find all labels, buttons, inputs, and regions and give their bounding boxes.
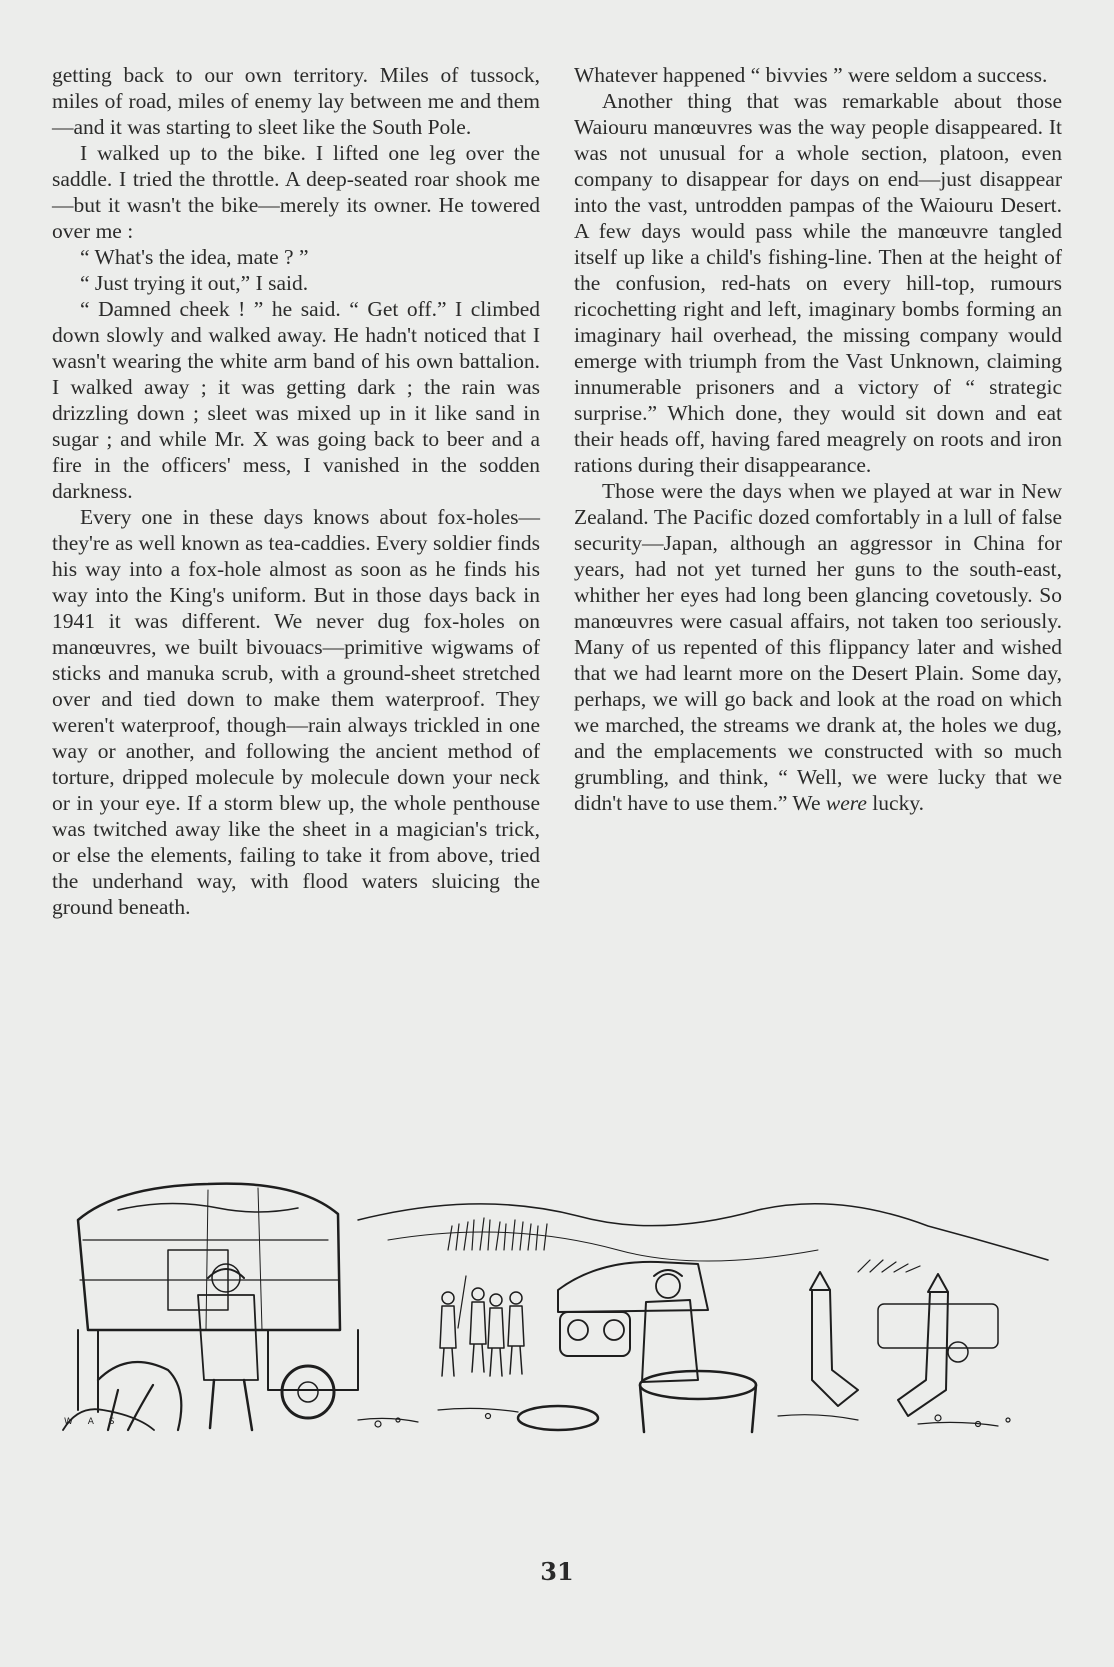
right-text-column bbox=[574, 62, 1062, 816]
paragraph-text: Those were the days when we played at war in New Zealand. The Pacific dozed comfortably in a lull of false security—Japan, although an aggressor in China for years, had not yet turned her guns to the south-east, whither her eyes had long been glancing covetously. So manœuvres were casual affairs, not taken too seriously. Many of us repented of this flippancy later and wished that we had learnt more on the Desert Plain. Some day, perhaps, we will go back and look at the road on which we marched, the streams we drank at, the holes we dug, and the emplacements we constructed with so much grumbling, and think, “ Well, we were lucky that we didn't have to use them.” We bbox=[574, 479, 1062, 815]
camp-illustration bbox=[58, 1180, 1058, 1436]
paragraph bbox=[574, 478, 1062, 816]
dialogue-line: “ What's the idea, mate ? ” bbox=[80, 245, 309, 269]
paragraph: Whatever happened “ bivvies ” were seldom a success. bbox=[574, 63, 1048, 87]
paragraph: Another thing that was remarkable about those Waiouru manœuvres was the way people disappeared. It was not unusual for a whole section, platoon, even company to disappear for days on end—just disappear into the vast, untrodden pampas of the Waiouru Desert. A few days would pass while the manœuvre tangled itself up like a child's fishing-line. Then at the height of the confusion, red-hats on every hill-top, rumours ricochetting right and left, imaginary bombs forming an imaginary hail overhead, the missing company would emerge with triumph from the Vast Unknown, claiming innumerable prisoners and a victory of “ strategic surprise.” Which done, they would sit down and eat their heads off, having fared meagrely on roots and iron rations during their disappearance. bbox=[574, 89, 1062, 477]
paragraph-tail: lucky. bbox=[866, 791, 925, 815]
dialogue-line: “ Just trying it out,” I said. bbox=[80, 271, 309, 295]
paragraph: “ Damned cheek ! ” he said. “ Get off.” I climbed down slowly and walked away. He hadn't noticed that I wasn't wearing the white arm band of his own battalion. I walked away ; it was getting dark ; the rain was drizzling down ; sleet was mixed up in it like sand in sugar ; and while Mr. X was going back to beer and a fire in the officers' mess, I vanished in the sodden darkness. bbox=[52, 297, 540, 503]
page-number: 31 bbox=[540, 1557, 574, 1586]
emphasis: were bbox=[825, 791, 867, 815]
paragraph: Every one in these days knows about fox-holes—they're as well known as tea-caddies. Every soldier finds his way into a fox-hole almost as soon as he finds his way into the King's uniform. But in those days back in 1941 it was different. We never dug fox-holes on manœuvres, we built bivouacs—primitive wigwams of sticks and manuka scrub, with a ground-sheet stretched over and tied down to make them waterproof. They weren't waterproof, though—rain always trickled in one way or another, and following the ancient method of torture, dripped molecule by molecule down your neck or in your eye. If a storm blew up, the whole penthouse was twitched away like the sheet in a magician's trick, or else the elements, failing to take it from above, tried the underhand way, with flood waters sluicing the ground beneath. bbox=[52, 505, 540, 919]
artist-signature: W A S bbox=[64, 1417, 121, 1427]
left-text-column bbox=[52, 62, 540, 920]
paragraph: getting back to our own territory. Miles of tussock, miles of road, miles of enemy lay between me and them—and it was starting to sleet like the South Pole. bbox=[52, 63, 540, 139]
paragraph: I walked up to the bike. I lifted one leg over the saddle. I tried the throttle. A deep-seated roar shook me—but it wasn't the bike—merely its owner. He towered over me : bbox=[52, 141, 540, 243]
